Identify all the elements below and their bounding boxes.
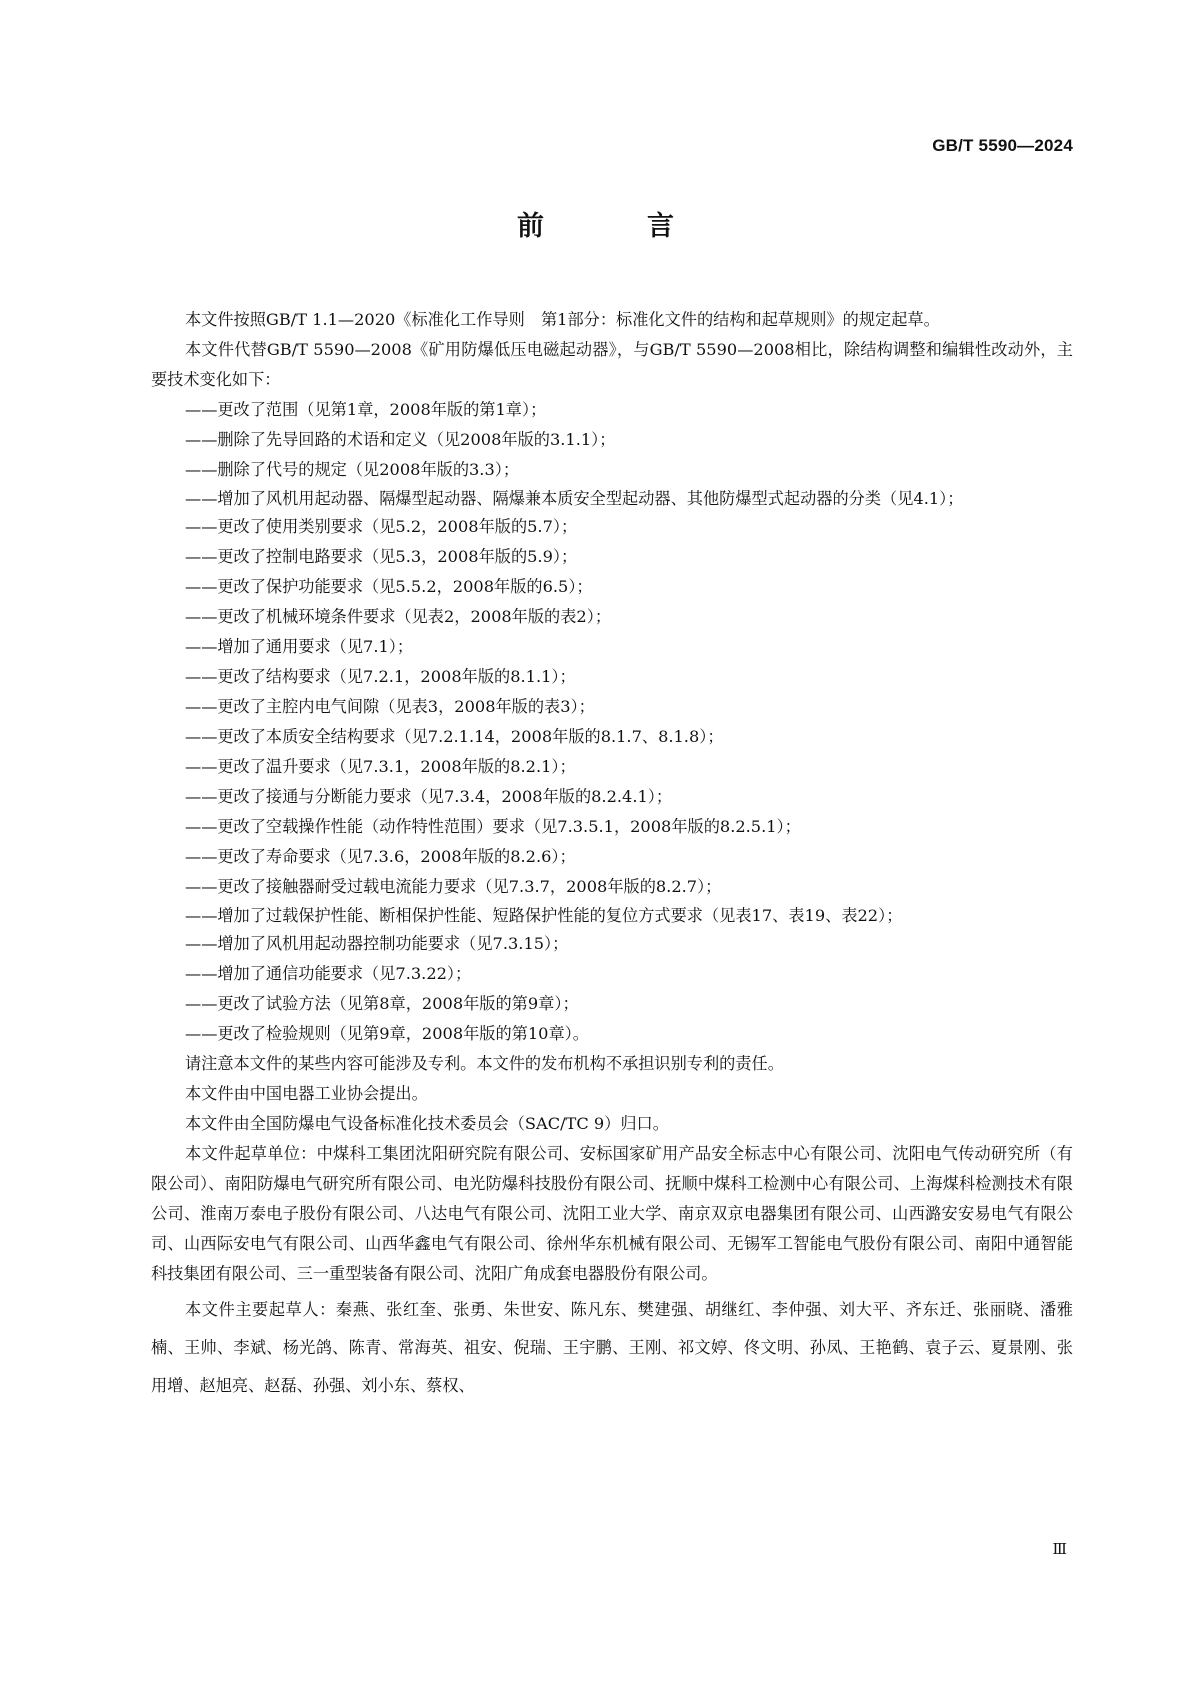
list-item: ——更改了使用类别要求（见5.2，2008年版的5.7）；: [185, 517, 578, 536]
technical-changes-list: [151, 395, 1073, 1049]
intro-paragraph: 本文件按照GB/T 1.1—2020《标准化工作导则 第1部分：标准化文件的结构和起草规则》的规定起草。: [185, 310, 940, 329]
list-item: ——增加了风机用起动器、隔爆型起动器、隔爆兼本质安全型起动器、其他防爆型式起动器的分类（见4.1）；: [185, 489, 964, 508]
intro-paragraph: 本文件代替GB/T 5590—2008《矿用防爆低压电磁起动器》，与GB/T 5590—2008相比，除结构调整和编辑性改动外，主要技术变化如下：: [151, 340, 1073, 389]
list-item: ——更改了温升要求（见7.3.1，2008年版的8.2.1）；: [185, 757, 576, 776]
list-item: ——更改了检验规则（见第9章，2008年版的第10章）。: [185, 1024, 589, 1043]
list-item: ——更改了接通与分断能力要求（见7.3.4，2008年版的8.2.4.1）；: [185, 787, 673, 806]
list-item: ——增加了通信功能要求（见7.3.22）；: [185, 964, 472, 983]
list-item: ——更改了结构要求（见7.2.1，2008年版的8.1.1）；: [185, 667, 576, 686]
list-item: ——更改了本质安全结构要求（见7.2.1.14，2008年版的8.1.7、8.1.8）；: [185, 727, 724, 746]
list-item: ——更改了控制电路要求（见5.3，2008年版的5.9）；: [185, 547, 578, 566]
drafting-organizations: 本文件起草单位：中煤科工集团沈阳研究院有限公司、安标国家矿用产品安全标志中心有限公司、沈阳电气传动研究所（有限公司）、南阳防爆电气研究所有限公司、电光防爆科技股份有限公司、抚顺中煤科工检测中心有限公司、上海煤科检测技术有限公司、淮南万泰电子股份有限公司、八达电气有限公司、沈阳工业大学、南京双京电器集团有限公司、山西潞安安易电气有限公司、山西际安电气有限公司、山西华鑫电气有限公司、徐州华东机械有限公司、无锡军工智能电气股份有限公司、南阳中通智能科技集团有限公司、三一重型装备有限公司、沈阳广角成套电器股份有限公司。: [151, 1144, 1073, 1283]
list-item: ——更改了机械环境条件要求（见表2，2008年版的表2）；: [185, 607, 612, 626]
page-title: 前 言: [517, 211, 712, 242]
list-item: ——更改了试验方法（见第8章，2008年版的第9章）；: [185, 994, 579, 1013]
list-item: ——增加了风机用起动器控制功能要求（见7.3.15）；: [185, 934, 569, 953]
list-item: ——更改了主腔内电气间隙（见表3，2008年版的表3）；: [185, 697, 595, 716]
list-item: ——更改了寿命要求（见7.3.6，2008年版的8.2.6）；: [185, 847, 576, 866]
list-item: ——更改了空载操作性能（动作特性范围）要求（见7.3.5.1，2008年版的8.2.5.1）；: [185, 817, 801, 836]
page-number: Ⅲ: [1052, 1540, 1067, 1558]
patent-notice: 请注意本文件的某些内容可能涉及专利。本文件的发布机构不承担识别专利的责任。: [185, 1054, 784, 1073]
list-item: ——更改了接触器耐受过载电流能力要求（见7.3.7，2008年版的8.2.7）；: [185, 877, 722, 896]
list-item: ——更改了保护功能要求（见5.5.2，2008年版的6.5）；: [185, 577, 593, 596]
list-item: ——增加了过载保护性能、断相保护性能、短路保护性能的复位方式要求（见表17、表19、表22）；: [185, 906, 903, 925]
centralizing-committee: 本文件由全国防爆电气设备标准化技术委员会（SAC/TC 9）归口。: [185, 1114, 669, 1133]
list-item: ——更改了范围（见第1章，2008年版的第1章）；: [185, 400, 547, 419]
list-item: ——删除了先导回路的术语和定义（见2008年版的3.1.1）；: [185, 430, 616, 449]
list-item: ——增加了通用要求（见7.1）；: [185, 637, 414, 656]
list-item: ——删除了代号的规定（见2008年版的3.3）；: [185, 460, 520, 479]
standard-code: GB/T 5590—2024: [932, 136, 1073, 155]
document-body: [151, 305, 1073, 1405]
proposer-statement: 本文件由中国电器工业协会提出。: [185, 1084, 428, 1103]
main-drafters: 本文件主要起草人：秦燕、张红奎、张勇、朱世安、陈凡东、樊建强、胡继红、李仲强、刘大平、齐东迁、张丽晓、潘雅楠、王帅、李斌、杨光鸽、陈青、常海英、祖安、倪瑞、王宇鹏、王刚、祁文婷、佟文明、孙凤、王艳鹤、袁子云、夏景刚、张用增、赵旭亮、赵磊、孙强、刘小东、蔡权、: [151, 1300, 1073, 1395]
